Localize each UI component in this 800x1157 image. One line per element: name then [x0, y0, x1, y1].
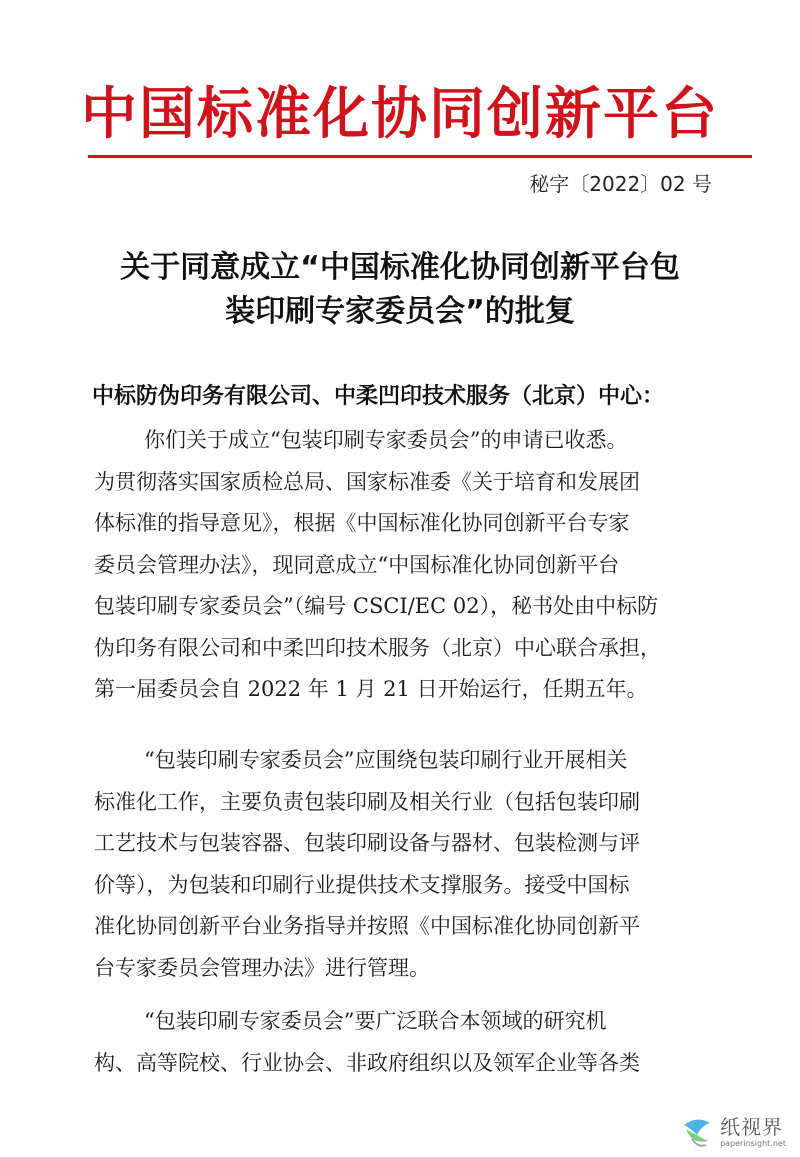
paragraph-line: 你们关于成立“包装印刷专家委员会”的申请已收悉。: [144, 428, 628, 452]
addressee: 中标防伪印务有限公司、中柔凹印技术服务（北京）中心：: [92, 384, 665, 409]
document-title-line-1: 关于同意成立“中国标准化协同创新平台包: [120, 250, 680, 285]
paperinsight-logo-icon: [680, 1115, 714, 1149]
org-header-title: 中国标准化协同创新平台: [81, 82, 719, 147]
paragraph-line: 标准化工作，主要负责包装印刷及相关行业（包括包装印刷: [94, 789, 640, 814]
watermark: [680, 1115, 786, 1149]
paragraph-line: 包装印刷专家委员会”（编号 CSCI/EC 02），秘书处由中标防: [94, 594, 659, 618]
watermark-text: [720, 1114, 786, 1148]
document-number: 秘字〔2022〕02 号: [529, 172, 712, 196]
paragraph-line: “包装印刷专家委员会”要广泛联合本领域的研究机: [144, 1009, 607, 1033]
body-paragraph-3: [94, 1001, 714, 1084]
document-title-line-2: 装印刷专家委员会”的批复: [225, 294, 575, 329]
paragraph-line: “包装印刷专家委员会”应围绕包装印刷行业开展相关: [144, 748, 628, 772]
paragraph-line: 委员会管理办法》，现同意成立“中国标准化协同创新平台: [94, 552, 620, 577]
paragraph-line: 体标准的指导意见》，根据《中国标准化协同创新平台专家: [94, 511, 630, 535]
body-paragraph-2: [94, 740, 714, 989]
watermark-name: 纸视界: [720, 1114, 784, 1139]
header-red-rule: [88, 155, 752, 158]
paragraph-line: 伪印务有限公司和中柔凹印技术服务（北京）中心联合承担，: [94, 635, 661, 660]
paragraph-line: 台专家委员会管理办法》进行管理。: [94, 955, 430, 980]
paragraph-line: 构、高等院校、行业协会、非政府组织以及领军企业等各类: [94, 1050, 640, 1075]
paragraph-line: 准化协同创新平台业务指导并按照《中国标准化协同创新平: [94, 914, 640, 938]
paragraph-line: 工艺技术与包装容器、包装印刷设备与器材、包装检测与评: [94, 831, 640, 855]
paragraph-line: 第一届委员会自 2022 年 1 月 21 日开始运行，任期五年。: [94, 677, 648, 701]
watermark-url: paperinsight.net: [720, 1138, 786, 1148]
document-title: [92, 246, 708, 334]
paragraph-line: 为贯彻落实国家质检总局、国家标准委《关于培育和发展团: [94, 469, 640, 494]
body-paragraph-1: [94, 420, 714, 711]
paragraph-line: 价等），为包装和印刷行业提供技术支撑服务。接受中国标: [94, 872, 630, 897]
